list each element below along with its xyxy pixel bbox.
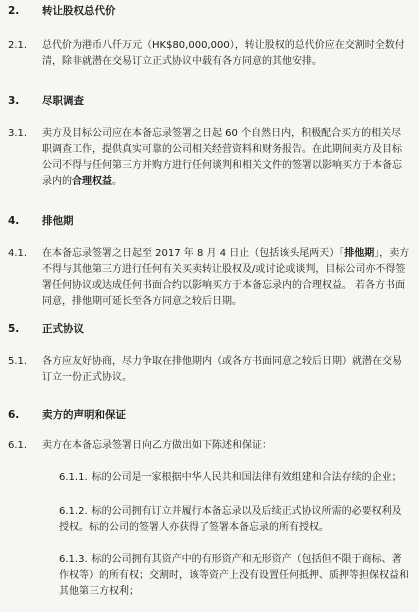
clause-number: 5.1. <box>8 356 28 367</box>
section-title: 卖方的声明和保证 <box>42 409 126 421</box>
clause-6-1-3 <box>59 552 409 600</box>
clause-text: 标的公司拥有订立并履行本备忘录以及后续正式协议所需的必要权利及授权。标的公司的签署人亦获得了签署本备忘录的所有授权。 <box>59 506 402 533</box>
clause-text-part: 」，卖方不得与其他第三方进行任何有关买卖转让股权及/或讨论或谈判，目标公司亦不得签署任何协议或达成任何书面合约以影响买方于本备忘录内的合理权益。 若各方书面同意，排他期可延长至各方同意之较后日期。 <box>42 248 410 307</box>
clause-6-1-2 <box>59 504 409 536</box>
clause-text <box>42 126 410 190</box>
clause-text-emphasis: 合理权益 <box>72 176 112 187</box>
section-number: 2. <box>8 5 20 17</box>
clause-6-1 <box>8 438 410 454</box>
section-number: 4. <box>8 215 20 227</box>
clause-text-part: 在本备忘录签署之日起至 2017 年 8 月 4 日止（包括该头尾两天）「 <box>42 248 345 259</box>
clause-number: 6.1. <box>8 440 28 451</box>
clause-number: 4.1. <box>8 248 28 259</box>
section-title: 尽职调查 <box>42 95 84 107</box>
clause-3-1 <box>8 126 410 190</box>
clause-text: 各方应友好协商，尽力争取在排他期内（或各方书面同意之较后日期）就潜在交易订立一份正式协议。 <box>42 356 402 383</box>
clause-number: 6.1.2. <box>59 506 88 517</box>
section-number: 5. <box>8 323 20 335</box>
section-number: 3. <box>8 95 20 107</box>
section-title: 转让股权总代价 <box>42 5 116 17</box>
clause-text <box>42 246 410 310</box>
section-3-heading <box>8 94 84 108</box>
section-5-heading <box>8 322 84 336</box>
clause-4-1 <box>8 246 410 310</box>
clause-text-emphasis: 排他期 <box>344 248 375 259</box>
clause-text: 卖方在本备忘录签署日向乙方做出如下陈述和保证： <box>42 440 272 451</box>
clause-text-part: 。 <box>112 176 122 187</box>
clause-number: 2.1. <box>8 40 28 51</box>
clause-number: 3.1. <box>8 128 28 139</box>
section-title: 排他期 <box>42 215 74 227</box>
clause-number: 6.1.1. <box>59 472 88 483</box>
clause-6-1-1 <box>59 470 409 486</box>
section-number: 6. <box>8 409 20 421</box>
clause-5-1 <box>8 354 410 386</box>
clause-2-1 <box>8 38 410 70</box>
clause-text: 标的公司拥有其资产中的有形资产和无形资产（包括但不限于商标、著作权等）的所有权；交割时，该等资产上没有设置任何抵押、质押等担保权益和其他第三方权利； <box>59 554 409 597</box>
clause-number: 6.1.3. <box>59 554 88 565</box>
section-6-heading <box>8 408 126 422</box>
section-title: 正式协议 <box>42 323 84 335</box>
section-4-heading <box>8 214 74 228</box>
clause-text-part: 卖方及目标公司应在本备忘录签署之日起 60 个自然日内，积极配合买方的相关尽职调查工作，提供真实可靠的公司相关经营资料和财务报告。在此期间卖方及目标公司不得与任何第三方并购方进行任何谈判和相关文件的签署以影响买方于本备忘录内的 <box>42 128 402 187</box>
section-2-heading <box>8 4 116 18</box>
clause-text: 标的公司是一家根据中华人民共和国法律有效组建和合法存续的企业； <box>91 472 402 483</box>
clause-text: 总代价为港币八仟万元（HK$80,000,000），转让股权的总代价应在交割时全数付清，除非就潜在交易订立正式协议中载有各方同意的其他安排。 <box>42 40 405 67</box>
